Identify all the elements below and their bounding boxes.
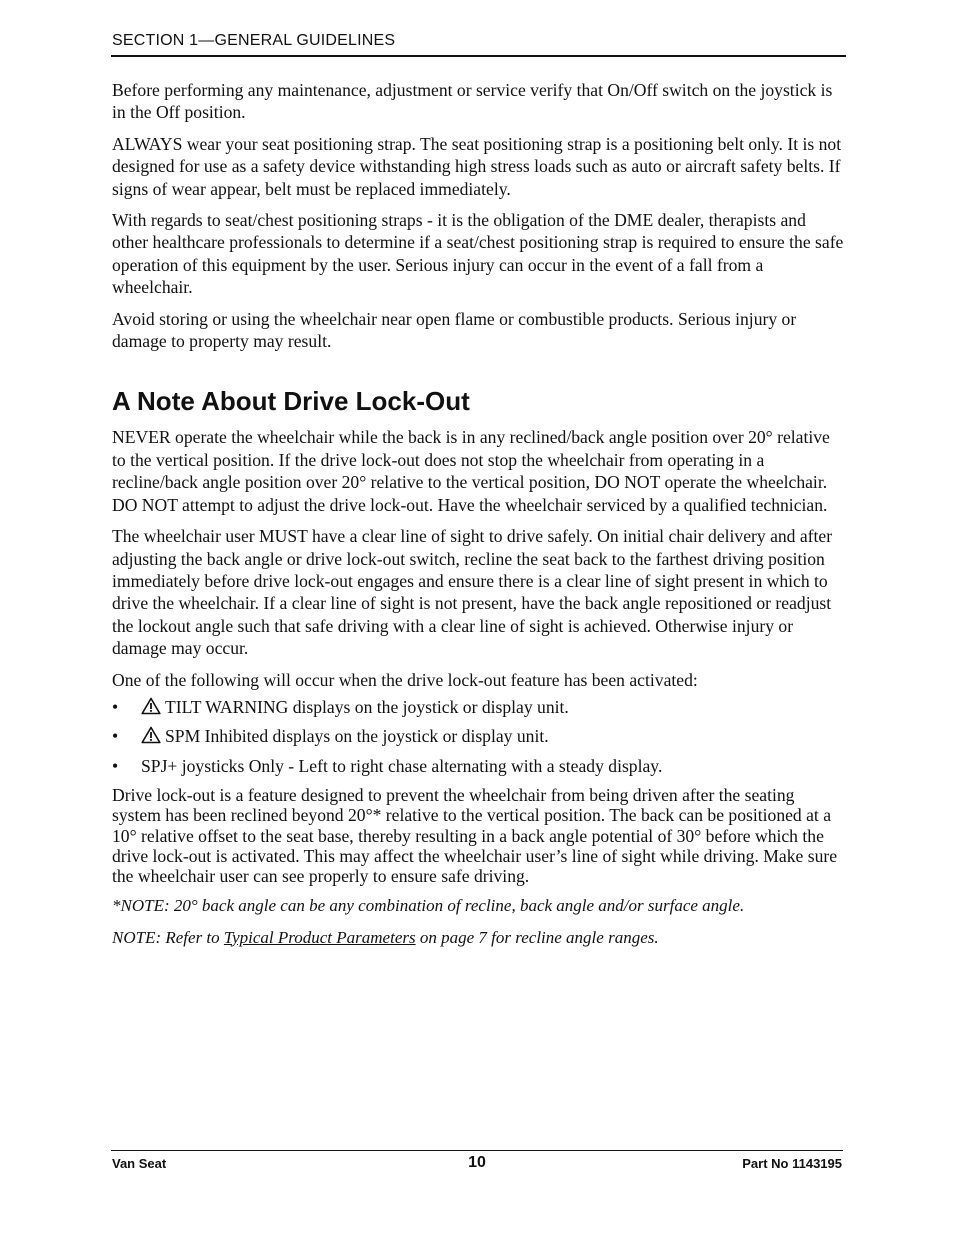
footer-divider (111, 1150, 843, 1151)
bullet-text: SPM Inhibited displays on the joystick or display unit. (165, 726, 549, 747)
section-header: SECTION 1—GENERAL GUIDELINES (112, 32, 396, 49)
warning-triangle-icon (141, 726, 161, 744)
header-divider (111, 55, 846, 57)
bullet-marker: • (112, 696, 119, 717)
note-back-angle: *NOTE: 20° back angle can be any combination of recline, back angle and/or surface angle. (112, 896, 745, 916)
lockout-indicator-list (112, 696, 844, 777)
paragraph-lockout-description: Drive lock-out is a feature designed to prevent the wheelchair from being driven after the seating system has been reclined beyond 20°* relative to the vertical position. The back can be positioned at a 10° relative offset to the seat base, thereby resulting in a back angle potential of 30° before which the drive lock-out is activated. This may affect the wheelchair user’s line of sight while driving. Make sure the wheelchair user can see properly to ensure safe driving. (112, 785, 838, 886)
paragraph-never-operate: NEVER operate the wheelchair while the back is in any reclined/back angle position over 20° relative to the vertical position. If the drive lock-out does not stop the wheelchair from operating in a recline/back angle position over 20° relative to the vertical position, DO NOT operate the wheelchair. DO NOT attempt to adjust the drive lock-out. Have the wheelchair serviced by a qualified technician. (112, 427, 830, 515)
footer-part-number: Part No 1143195 (742, 1156, 842, 1171)
paragraph-maintenance: Before performing any maintenance, adjustment or service verify that On/Off switch on the joystick is in the Off position. (112, 80, 833, 123)
page-number: 10 (468, 1154, 486, 1171)
warning-triangle-icon (141, 697, 161, 715)
note-suffix: on page 7 for recline angle ranges. (415, 927, 659, 947)
bullet-text: TILT WARNING displays on the joystick or display unit. (165, 696, 569, 717)
page-body (112, 79, 844, 958)
paragraph-open-flame: Avoid storing or using the wheelchair near open flame or combustible products. Serious injury or damage to property may result. (112, 308, 797, 352)
note-prefix: NOTE: Refer to (112, 927, 224, 947)
list-item (112, 696, 844, 718)
bullet-marker: • (112, 726, 119, 747)
typical-product-parameters-link[interactable]: Typical Product Parameters (223, 927, 416, 947)
paragraph-lockout-intro: One of the following will occur when the drive lock-out feature has been activated: (112, 669, 698, 690)
list-item (112, 725, 844, 747)
bullet-marker: • (112, 755, 119, 776)
bullet-text: SPJ+ joysticks Only - Left to right chase alternating with a steady display. (141, 755, 663, 776)
paragraph-line-of-sight: The wheelchair user MUST have a clear line of sight to drive safely. On initial chair delivery and after adjusting the back angle or drive lock-out switch, recline the seat back to the farthest driving position immediately before drive lock-out engages and ensure there is a clear line of sight present in which to drive the wheelchair. If a clear line of sight is not present, have the back angle repositioned or readjust the lockout angle such that safe driving with a clear line of sight is achieved. Otherwise injury or damage may occur. (112, 526, 833, 659)
paragraph-positioning-strap: ALWAYS wear your seat positioning strap. The seat positioning strap is a positioning belt only. It is not designed for use as a safety device withstanding high stress loads such as auto or aircraft safety belts. If signs of wear appear, belt must be replaced immediately. (112, 133, 842, 199)
note-reference (112, 927, 844, 949)
paragraph-chest-straps: With regards to seat/chest positioning straps - it is the obligation of the DME dealer, therapists and other healthcare professionals to determine if a seat/chest positioning strap is required to ensure the safe operation of this equipment by the user. Serious injury can occur in the event of a fall from a wheelchair. (112, 210, 844, 298)
section-heading: A Note About Drive Lock-Out (112, 386, 470, 417)
list-item (112, 755, 844, 777)
footer-product-name: Van Seat (112, 1156, 167, 1171)
